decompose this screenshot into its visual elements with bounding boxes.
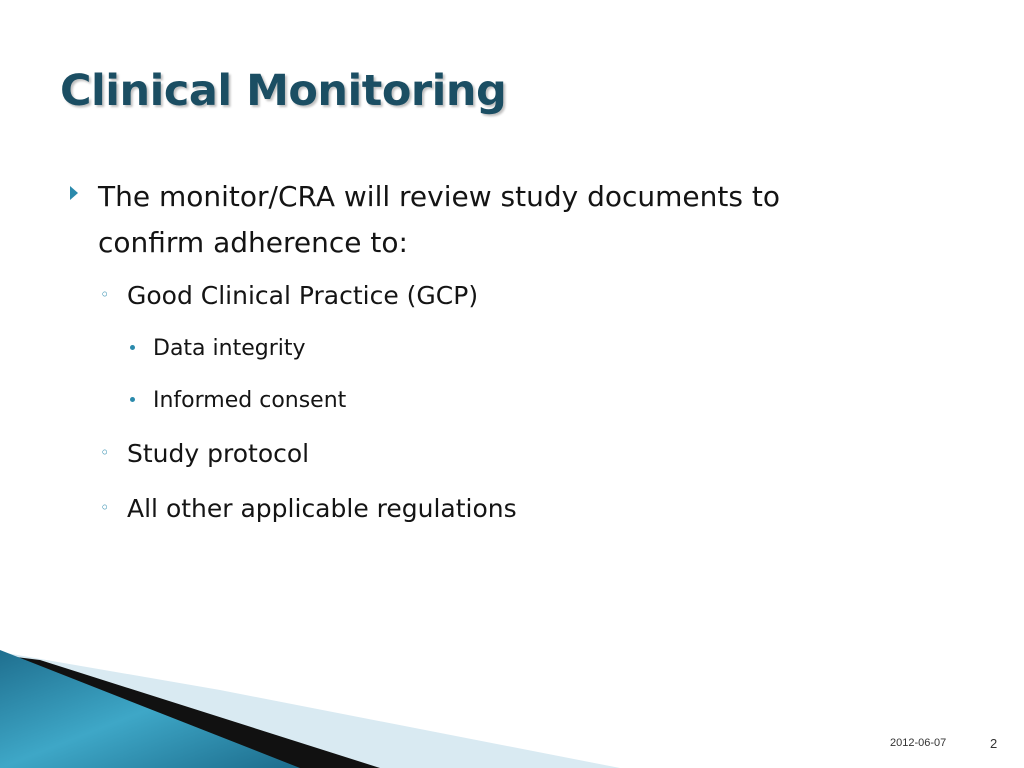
bullet-data-integrity-text: Data integrity — [153, 336, 306, 361]
triangle-right-icon — [70, 186, 78, 200]
hollow-circle-icon: ◦ — [100, 443, 110, 462]
bullet-main — [70, 174, 870, 266]
slide-title: Clinical Monitoring — [60, 66, 507, 116]
hollow-circle-icon: ◦ — [100, 285, 110, 304]
bullet-informed-consent — [128, 385, 728, 417]
bullet-main-text: The monitor/CRA will review study documents to confirm adherence to: — [98, 180, 780, 259]
page-number: 2 — [990, 736, 998, 751]
bullet-gcp-text: Good Clinical Practice (GCP) — [127, 281, 479, 310]
bullet-regulations — [100, 491, 800, 527]
bullet-regulations-text: All other applicable regulations — [127, 494, 517, 523]
bullet-gcp — [100, 278, 800, 314]
footer-date: 2012-06-07 — [890, 737, 947, 749]
dot-icon — [130, 397, 135, 402]
hollow-circle-icon: ◦ — [100, 498, 110, 517]
bullet-protocol-text: Study protocol — [127, 439, 310, 468]
bullet-protocol — [100, 436, 800, 472]
bullet-informed-consent-text: Informed consent — [153, 388, 347, 413]
dot-icon — [130, 345, 135, 350]
bullet-data-integrity — [128, 333, 728, 365]
